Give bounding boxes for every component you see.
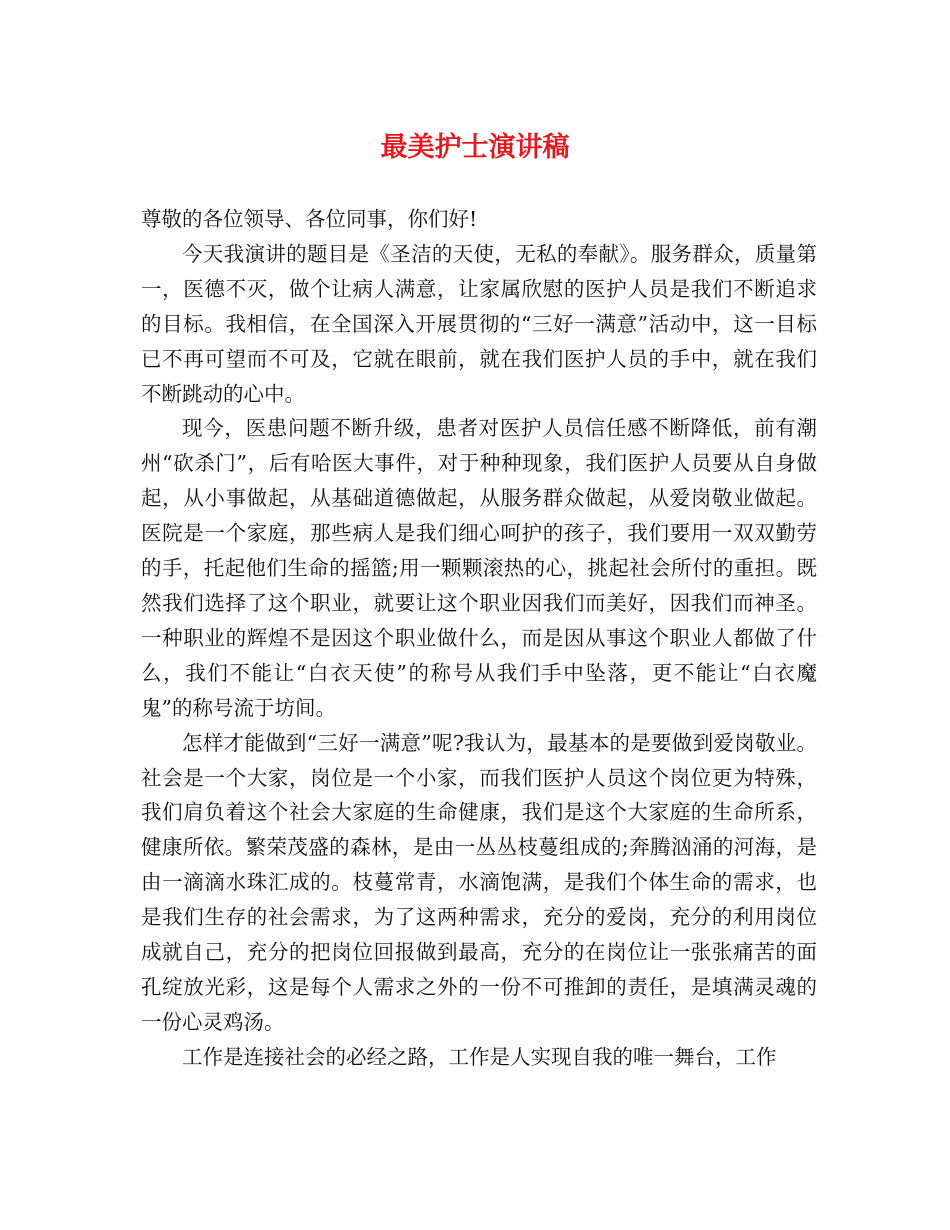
document-body [141, 202, 817, 1075]
paragraph-1: 今天我演讲的题目是《圣洁的天使，无私的奉献》。服务群众，质量第一，医德不灭，做个让病人满意，让家属欣慰的医护人员是我们不断追求的目标。我相信，在全国深入开展贯彻的“三好一满意”活动中，这一目标已不再可望而不可及，它就在眼前，就在我们医护人员的手中，就在我们不断跳动的心中。 [141, 241, 817, 406]
salutation: 尊敬的各位领导、各位同事，你们好! [141, 207, 478, 231]
paragraph-2: 现今，医患问题不断升级，患者对医护人员信任感不断降低，前有潮州“砍杀门”，后有哈医大事件，对于种种现象，我们医护人员要从自身做起，从小事做起，从基础道德做起，从服务群众做起，从爱岗敬业做起。医院是一个家庭，那些病人是我们细心呵护的孩子，我们要用一双双勤劳的手，托起他们生命的摇篮;用一颗颗滚热的心，挑起社会所付的重担。既然我们选择了这个职业，就要让这个职业因我们而美好，因我们而神圣。一种职业的辉煌不是因这个职业做什么，而是因从事这个职业人都做了什么，我们不能让“白衣天使”的称号从我们手中坠落，更不能让“白衣魔鬼”的称号流于坊间。 [141, 416, 817, 720]
paragraph-4: 工作是连接社会的必经之路，工作是人实现自我的唯一舞台，工作 [182, 1044, 777, 1069]
paragraph-3: 怎样才能做到“三好一满意”呢?我认为，最基本的是要做到爱岗敬业。社会是一个大家，岗位是一个小家，而我们医护人员这个岗位更为特殊，我们肩负着这个社会大家庭的生命健康，我们是这个大家庭的生命所系，健康所依。繁荣茂盛的森林，是由一丛丛枝蔓组成的;奔腾汹涌的河海，是由一滴滴水珠汇成的。枝蔓常青，水滴饱满，是我们个体生命的需求，也是我们生存的社会需求，为了这两种需求，充分的爱岗，充分的利用岗位成就自己，充分的把岗位回报做到最高，充分的在岗位让一张张痛苦的面孔绽放光彩，这是每个人需求之外的一份不可推卸的责任，是填满灵魂的一份心灵鸡汤。 [141, 730, 817, 1034]
document-title: 最美护士演讲稿 [380, 132, 570, 163]
